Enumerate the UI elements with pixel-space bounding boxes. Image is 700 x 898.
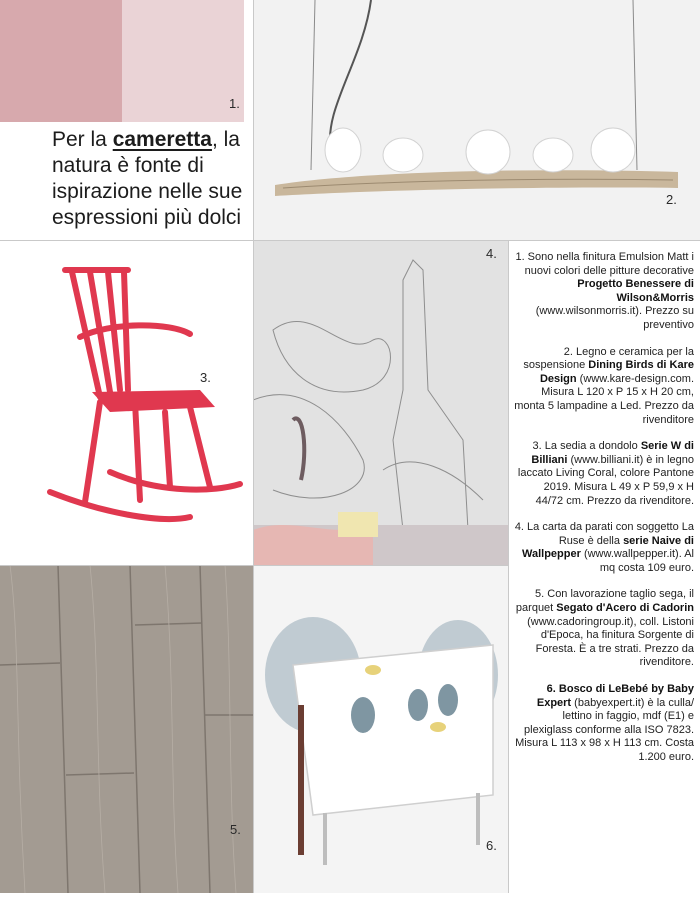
- caption-2: [514, 346, 694, 428]
- caption-6: [514, 683, 694, 765]
- photo-wallpaper: [253, 240, 508, 565]
- rocking-chair-illustration: [40, 262, 250, 532]
- caption-5: [514, 588, 694, 670]
- caption-text: 1. Sono nella finitura Emulsion Matt i nuovi colori delle pitture decorative: [515, 251, 694, 277]
- caption-product-name: Serie W di Billiani: [531, 440, 694, 466]
- grid-divider: [0, 240, 700, 241]
- caption-text: (babyexpert.it) è la culla/ lettino in faggio, mdf (E1) e plexiglass conforme alla ISO 7823. Misura L 113 x 98 x H 113 cm. Costa 1.200 euro.: [515, 696, 694, 763]
- captions-column: [514, 251, 694, 778]
- grid-divider: [0, 565, 508, 566]
- photo-number-5: 5.: [230, 822, 241, 837]
- photo-number-2: 2.: [666, 192, 677, 207]
- photo-number-1: 1.: [229, 96, 240, 111]
- grid-divider: [253, 0, 254, 893]
- caption-text: (www.kare-design.com. Misura L 120 x P 15 x H 20 cm, monta 5 lampadine a Led. Prezzo da rivenditore: [514, 372, 694, 426]
- photo-number-6: 6.: [486, 838, 497, 853]
- photo-number-3: 3.: [200, 370, 211, 385]
- crib-illustration: [253, 565, 508, 893]
- photo-number-4: 4.: [486, 246, 497, 261]
- caption-text: 3. La sedia a dondolo: [532, 440, 641, 453]
- parquet-texture: [0, 565, 253, 893]
- caption-product-name: serie Naive di Wallpepper: [522, 534, 694, 561]
- photo-pendant-lamp: [253, 0, 700, 240]
- caption-4: [514, 521, 694, 575]
- photo-parquet: [0, 565, 253, 893]
- caption-3: [514, 440, 694, 508]
- caption-product-name: Progetto Benessere di Wilson&Morris: [577, 278, 694, 304]
- caption-text: (www.billiani.it) è in legno laccato Living Coral, colore Pantone 2019. Misura L 49 x P 59,9 x H 44/72 cm. Prezzo da rivenditore.: [517, 453, 694, 507]
- caption-product-name: 6. Bosco di LeBebé by Baby Expert: [536, 683, 694, 709]
- caption-1: [514, 251, 694, 333]
- caption-product-name: Dining Birds di Kare Design: [539, 359, 694, 385]
- caption-text: 5. Con lavorazione taglio sega, il parquet: [515, 588, 694, 615]
- caption-text: (www.wallpepper.it). Al mq costa 109 euro.: [580, 548, 694, 574]
- headline-keyword: cameretta: [112, 128, 212, 151]
- page-headline: Per la cameretta, la natura è fonte di ispirazione nelle sue espressioni più dolci: [52, 128, 243, 229]
- caption-text: (www.wilsonmorris.it). Prezzo su preventivo: [535, 305, 694, 331]
- caption-text: (www.cadoringroup.it), coll. Listoni d'Epoca, ha finitura Sorgente di Foresta. È a tre strati. Prezzo da rivenditore.: [527, 615, 694, 669]
- pendant-lamp-illustration: [253, 0, 700, 240]
- caption-text: 4. La carta da parati con soggetto La Ruse è della: [514, 521, 694, 547]
- wallpaper-illustration: [253, 240, 508, 565]
- photo-crib: [253, 565, 508, 893]
- grid-divider: [508, 240, 509, 893]
- caption-text: 2. Legno e ceramica per la sospensione: [523, 345, 694, 372]
- color-swatch-pink: [0, 0, 122, 122]
- color-swatch-light-pink: [122, 0, 244, 122]
- caption-product-name: Segato d'Acero di Cadorin: [556, 602, 694, 615]
